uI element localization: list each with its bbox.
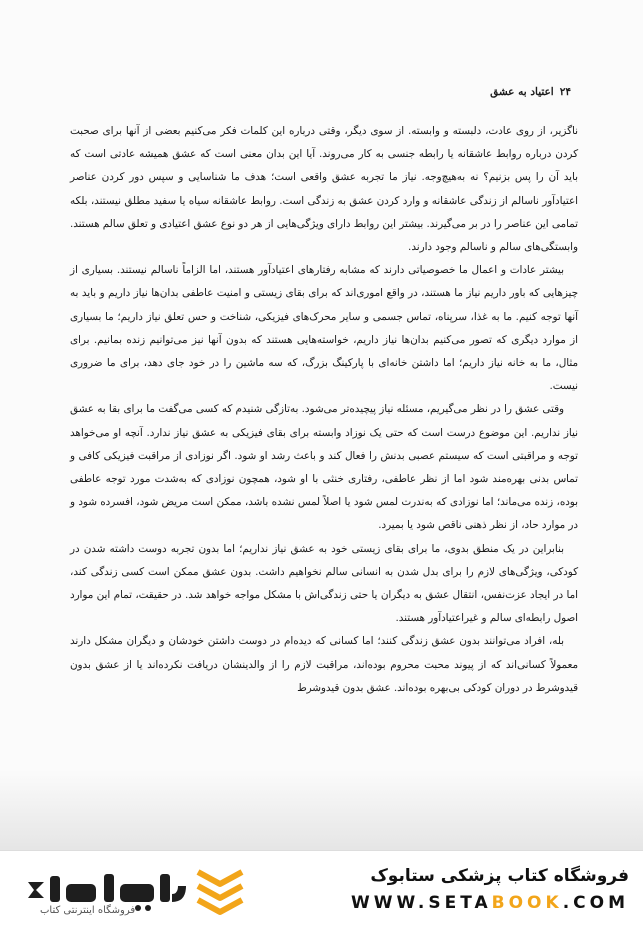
page-body [70,120,578,700]
book-title: اعتیاد به عشق [490,86,554,98]
paragraph: ناگزیر، از روی عادت، دلبسته و وابسته. از سوی دیگر، وقتی درباره این کلمات فکر می‌کنیم بعضی از آنها برای صحبت کردن درباره روابط عاشقانه یا رابطه جنسی به کار می‌روند. آیا این بدان معنی است که عشق همیشه عادتی است که باید آن را پس بزنیم؟ نه به‌هیچ‌وجه. نیاز ما تجربه عشق واقعی است؛ هدف ما شناسایی و سپس دور کردن عناصر اعتیادآور ناسالم از زندگی عاشقانه و وارد کردن عشق به زندگی است. روابط عاشقانه سیاه یا سفید مطلق نیستند، بلکه تمامی این عناصر را در بر می‌گیرند. بیشتر این روابط دارای ویژگی‌هایی از هر دو نوع عشق اعتیادی و تعلق سالم هستند. وابستگی‌های سالم و ناسالم وجود دارند. [70,125,578,254]
paragraph: بله، افراد می‌توانند بدون عشق زندگی کنند؛ اما کسانی که دیده‌ام در دوست داشتن خودشان و دیگران مشکل دارند معمولاً کسانی‌اند که از پیوند محبت محروم بوده‌اند، مراقبت لازم را از والدینشان دریافت نکرده‌اند یا از عشق بدون قیدوشرط در دوران کودکی بی‌بهره بوده‌اند. عشق بدون قیدوشرط [70,635,578,694]
logo-tagline: فروشگاه اینترنتی کتاب [40,905,136,916]
store-name: فروشگاه کتاب پزشکی ستابوک [370,866,629,886]
store-url-suffix: .COM [562,893,629,913]
chevron-mark-icon [198,872,242,912]
store-url[interactable] [351,893,629,913]
page-fade [0,770,643,856]
running-header [490,86,571,98]
paragraph: بیشتر عادات و اعمال ما خصوصیاتی دارند که مشابه رفتارهای اعتیادآور هستند، اما الزاماً ناسالم نیستند. بسیاری از چیزهایی که باور داریم نیاز ما هستند، در واقع اموری‌اند که برای بقای زیستی و امنیت عاطفی بدان‌ها نیاز داریم و باید به آنها توجه کنیم. ما به غذا، سرپناه، تماس جسمی و سایر محرک‌های فیزیکی، شناخت و حس تعلق نیاز داریم؛ ما بسیاری از موارد دیگری که تصور می‌کنیم بدان‌ها نیاز داریم، خواسته‌هایی هستند که بدون آنها نیز می‌توانیم زنده بمانیم. برای مثال، ما به خانه نیاز داریم؛ اما داشتن خانه‌ای با پارکینگ بزرگ، که سه ماشین را در خود جای دهد، برای ما ضروری نیست. [70,264,578,393]
paragraph: بنابراین در یک منطق بدوی، ما برای بقای زیستی خود به عشق نیاز نداریم؛ اما بدون تجربه دوست داشته شدن در کودکی، ویژگی‌های لازم را برای بدل شدن به انسانی سالم نخواهیم داشت. بدون عشق ممکن است کسی زندگی کند، اما در ایجاد عزت‌نفس، انتقال عشق به دیگران یا حتی زندگی‌اش با مشکل مواجه خواهد شد. در حقیقت، تمام این موارد اصول رابطه‌ای سالم و غیراعتیادآور هستند. [70,542,578,625]
paragraph: وقتی عشق را در نظر می‌گیریم، مسئله نیاز پیچیده‌تر می‌شود. به‌تازگی شنیدم که کسی می‌گفت ما برای بقا به عشق نیاز نداریم. این موضوع درست است که حتی یک نوزاد وابسته برای بقای فیزیکی به عشق نیاز ندارد. آنچه او می‌خواهد توجه و مراقبتی است که سیستم عصبی بدنش را فعال کند و باعث رشد او شود. اگر نوزادی از مراقبت فیزیکی کافی و تماس بدنی بهره‌مند شود اما از نظر عاطفی، رفتاری خنثی با او شود، همچون نوزادی که به‌شدت مورد توجه عاطفی بوده، زنده می‌ماند؛ اما نوزادی که به‌ندرت لمس شود یا اصلاً لمس نشده باشد، ممکن است مریض شود، افسرده شود و در موارد حاد، از نظر ذهنی ناقص شود یا بمیرد. [70,403,578,532]
store-url-prefix: WWW.SETA [351,893,492,913]
page-number: ۲۴ [559,86,571,98]
store-url-accent: BOOK [491,893,563,913]
